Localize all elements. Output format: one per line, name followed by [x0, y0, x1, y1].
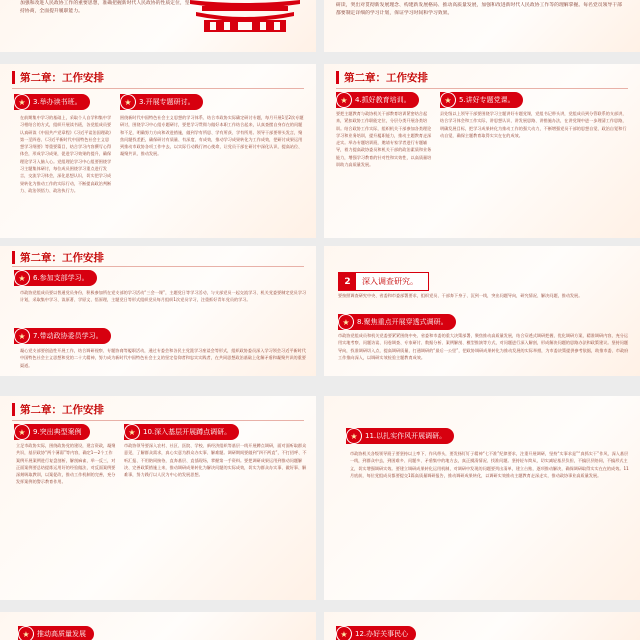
section-text: 市政协党组成员要以普通党员身份，积极参加所在党支部的学习活动“三会一课”，主题党日等学习活动，与支部党员一起交流学习、机关党委要制定党员学习计划，采取集中学习、读原著、学原文、悟原理，主题党日等形式组织党员每月组织1次党员学习，注重抓好青年党员的学习。: [20, 290, 307, 303]
slide-8[interactable]: [324, 396, 640, 600]
badge-label: 12.办好关事民心: [355, 630, 409, 638]
tiananmen-icon: [180, 0, 310, 36]
title-divider: [12, 420, 304, 421]
column-text: 市政协领导要深入农村、社区、医院、学校、新经济组织等基层一线开展蹲点调研，面对面听取群众意见，了解群众需求，真心实意为群众办实事、解难题。调研期间要做到“四不两直”，不打招呼、不听汇报、不用陪同接待，直奔基层、直插现场，掌握第一手资料。要把调研成果运用到推动问题解决、完善政策措施上来，推动调研成果转化为解决问题的实际成效，切实为群众办实事、做好事、解难事，努力践行以人民为中心的发展思想。: [124, 443, 307, 478]
slide-title: 第二章：工作安排: [20, 251, 104, 264]
slide-9[interactable]: [0, 612, 316, 640]
section-number: 2: [339, 273, 356, 290]
star-icon: ★: [346, 428, 362, 444]
slide-title: 第二章：工作安排: [20, 403, 104, 416]
section-badge: [14, 94, 90, 110]
title-divider: [12, 266, 304, 267]
badge-label: 4.抓好教育培训。: [355, 96, 411, 104]
star-icon: ★: [338, 314, 354, 330]
slide-title: 第二章：工作安排: [344, 71, 428, 84]
badge-label: 9.突出典型案例: [33, 428, 82, 436]
slide-title: 第二章：工作安排: [20, 71, 104, 84]
slide-1-paragraph: 加强和改进人民政协工作的重要思想，准确把握新时代人民政协的性质定位，坚持协商，全面提升履职能力。: [20, 1, 190, 14]
title-bar: [12, 403, 15, 416]
section-badge: [336, 92, 419, 108]
star-icon: ★: [440, 92, 456, 108]
badge-label: 7.带动政协委员学习。: [33, 332, 103, 340]
section-ribbon: [338, 272, 429, 291]
column-text: 要把主题教育与政协机关干部教育培训紧密结合起来，紧扣政协工作职能定位，分层分类开展各类培训。结合政协工作实际，组织机关干部参加各类理论学习和业务培训，提升履职能力，推动主题教育走深走实。举办专题培训班，邀请专家学者进行专题辅导，着力提高政协委员和机关干部的政治素质和业务能力，增强学习教育的针对性和实效性，以高质量培训助力高质量发展。: [336, 111, 432, 168]
slide-4[interactable]: [324, 64, 640, 238]
section-badge: [14, 424, 90, 440]
section-text: 凝心党支部要创造性开展工作，结合调研视察、专题协商等履职活动，通过专委会和各民主党派学习座谈会等形式，组织政协委员深入学习领会习近平新时代中国特色社会主义思想和党的二十大精神，努力成为新时代中国特色社会主义的坚定信仰者和忠实实践者，在共同思想政治基础上化解矛盾和凝聚共识的重要渠道。: [20, 348, 306, 368]
slide-5[interactable]: [0, 246, 316, 376]
section-badge: [18, 626, 94, 640]
title-bar: [336, 71, 339, 84]
section-text: 市政协党组成员和机关党委要紧紧围绕中央、省委和市委的重大决策部署，聚焦推动高质量发展，结合穿透式调研把握、优化调研方案，精准调研内容，充分运用实地考察、问题访谈、问卷调查、专家研讨、数据分析、案例解剖、模型推演等方式，对问题进行深入解剖，形成解决问题的思路办法和政策建议。坚持问题导向，找准调研切入点，提高调研质量，打通调研的“最后一公里”，把政协调研成果转化为推动发展的实际举措，为市委决策提供参考依据，助推市委、市政府工作推向深入，以调研实效检验主题教育成效。: [338, 333, 629, 360]
badge-label: 3.举办读书班。: [33, 98, 82, 106]
star-icon: ★: [18, 626, 34, 640]
section-badge: [338, 314, 456, 330]
badge-label: 10.深入基层开展蹲点调研。: [143, 428, 232, 436]
title-divider: [12, 88, 304, 89]
title-bar: [12, 251, 15, 264]
column-text: 围绕新时代中国特色社会主义思想的学习体系、结合市政协实际确定研讨专题，每月开展1至2次专题研讨，围绕学习中心组专题研讨，要把学习贯彻与做好本职工作结合起来，认真查摆自身存在的问题和不足，明确努力方向和改进措施，做到学有所思、学有所获、学有所用。领导干部要带头发言，聚焦问题找差距，确保研讨有质量、有深度、有成效，推动学习成果转化为工作成效，把研讨成果运用到推动市政协各项工作中去，以实际行动践行初心使命，让党员干部在研讨中深化认识、提高站位、凝聚共识、推动发展。: [120, 115, 304, 157]
badge-label: 11.以扎实作风开展调研。: [365, 432, 447, 440]
section-text: 要按照调查研究中央、省委和市委部署要求，组织党员、干部奔下身子、沉到一线，突出问题导向，研究情况、解决问题，推动发展。: [338, 293, 583, 298]
star-icon: ★: [14, 328, 30, 344]
slide-2[interactable]: [324, 0, 640, 52]
star-icon: ★: [14, 94, 30, 110]
column-text: 在前期集中学习的基础上，采取个人自学和集中学习相结合的方式，组织开展读书班，各党组成员要认真研读《中国共产党章程》《习近平谈治国理政》第一至四卷、《习近平新时代中国特色社会主义思想学习纲要》等重要篇目，结合学习内容撰写心得体会，形成学习成果，促进学习效果的提升，确保理论学习入脑入心。党组理论学习中心组要围绕学习主题集体研讨，每位成员围绕学习重点进行发言，交流学习体会，深化思想认识，切实把学习成果转化为推动工作的实际行动，不断提高政治判断力、政治领悟力、政治执行力。: [20, 115, 112, 193]
column-text: 立足市政协实际，围绕政协党的建设，建言资政，凝聚共识，基层政协“两个薄弱”等内容，确定1—2个工作案例开展案例进行复盘剖析，解剖麻雀，举一反三，对正面案例要总结提炼运用好的经验做法，对反面案例要深刻吸取教训，以案促改，推动工作机制的完善，充分发挥案例的警示教育作用。: [16, 443, 116, 485]
star-icon: ★: [14, 270, 30, 286]
slide-10[interactable]: [324, 612, 640, 640]
section-badge: [124, 424, 239, 440]
badge-label: 5.讲好专题党课。: [459, 96, 515, 104]
slide-2-paragraph: 研读，突出对贯彻新发展理念、构建新发展格局、推动高质量发展，加强和改进新时代人民政协工作等的理解掌握。每名党员领导干部都要制定详细的学习计划，保证学习时间和学习效果。: [336, 3, 622, 16]
title-divider: [336, 88, 628, 89]
star-icon: ★: [14, 424, 30, 440]
title-bar: [12, 71, 15, 84]
section-text: 市政协机关各级领导班子要坚持以上率下、作风带头，要发扬钉钉子精神“七不准”纪律要求，注重开展调研，坚持“实事求是”“真抓实干”作风，深入基层一线，到群众中去，到困难多、问题多、矛盾集中的地方去，真正摸清情况、找准问题。坚持轻车简从，切实减轻基层负担，不搞层层陪同，不搞形式主义，切实增强调研实效。要建立调研成果转化运用机制，对调研中发现的问题要列出清单，建立台账，逐项推动解决，确保调研取得实实在在的成效。11月底前，每位党组成员都要提交1篇高质量调研报告，推动调研成果转化，以调研实效推动主题教育走深走实，推动政协事业高质量发展。: [350, 451, 629, 478]
star-icon: ★: [336, 92, 352, 108]
section-badge: [120, 94, 203, 110]
badge-label: 8.聚焦重点开展穿透式调研。: [357, 318, 448, 326]
badge-label: 6.参加支部学习。: [33, 274, 89, 282]
star-icon: ★: [336, 626, 352, 640]
badge-label: 推动高质量发展: [37, 630, 86, 638]
slide-6[interactable]: [324, 246, 640, 376]
slide-7[interactable]: [0, 396, 316, 600]
slide-1[interactable]: [0, 0, 316, 52]
section-badge: [440, 92, 523, 108]
section-badge: [336, 626, 416, 640]
ribbon-label: 深入调查研究。: [362, 277, 418, 286]
badge-label: 3.开展专题研讨。: [139, 98, 195, 106]
column-text: 县处级以上领导干部要围绕学习主题讲好专题党课，党组书记带头讲，党组成员到分管联系的支部讲，结合学习体会和工作实际，讲思想认识、讲发展思路、讲措施办法，在讲党课中进一步理清工作思路，明确发展目标，把学习成果转化为推动工作的强大动力，不断增强党员干部的思想自觉、政治自觉和行动自觉，确保主题教育取得实实在在的成效。: [440, 111, 627, 138]
section-badge: [346, 428, 454, 444]
section-badge: [14, 328, 111, 344]
slide-3[interactable]: [0, 64, 316, 238]
star-icon: ★: [120, 94, 136, 110]
star-icon: ★: [124, 424, 140, 440]
section-badge: [14, 270, 97, 286]
